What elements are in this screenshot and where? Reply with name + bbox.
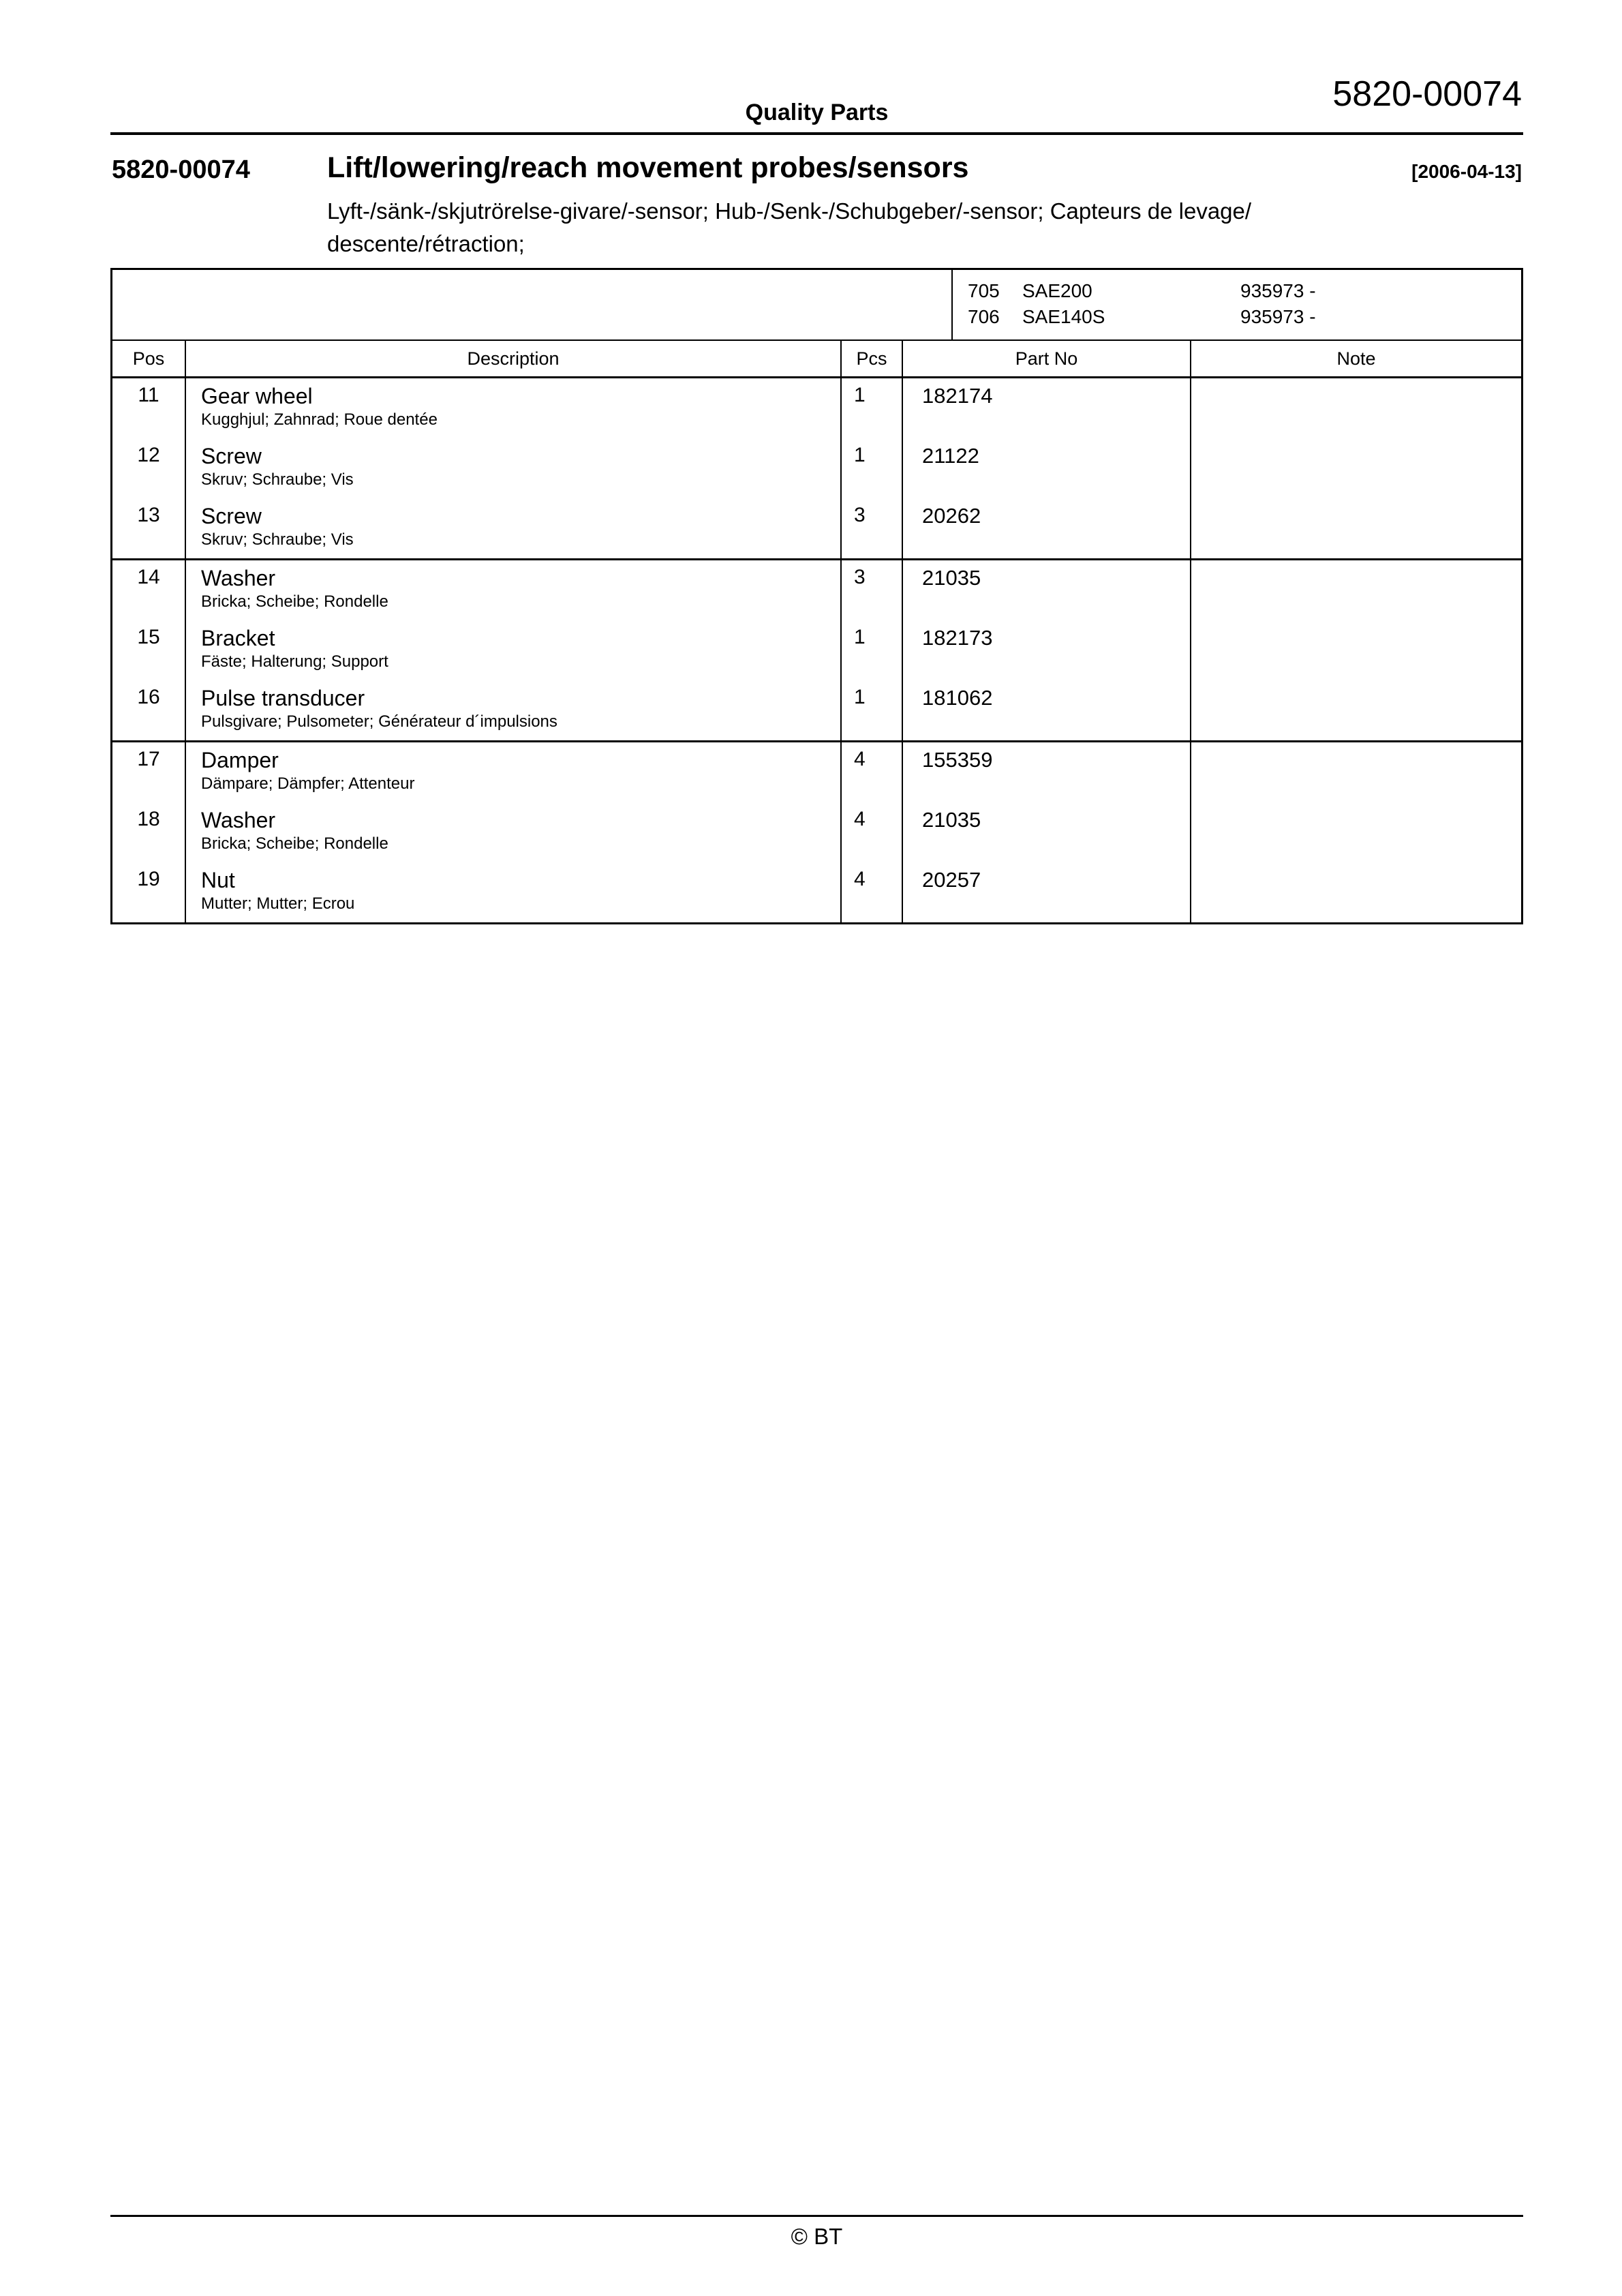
row-part-no: 181062 bbox=[903, 680, 1191, 740]
row-note bbox=[1191, 742, 1521, 802]
row-pcs: 3 bbox=[842, 560, 903, 620]
footer-copyright: © BT bbox=[791, 2224, 843, 2249]
subtitle-line-1: Lyft-/sänk-/skjutrörelse-givare/-sensor; Hub-/Senk-/Schubgeber/-sensor; Capteurs de levage/ bbox=[327, 198, 1252, 224]
description-translations: Pulsgivare; Pulsometer; Générateur d´impulsions bbox=[201, 712, 557, 731]
description-translations: Skruv; Schraube; Vis bbox=[201, 470, 354, 489]
row-note bbox=[1191, 498, 1521, 558]
description-translations: Skruv; Schraube; Vis bbox=[201, 530, 354, 549]
row-pos: 16 bbox=[112, 680, 186, 740]
row-part-no: 21035 bbox=[903, 802, 1191, 862]
row-description bbox=[186, 680, 842, 740]
row-pos: 18 bbox=[112, 802, 186, 862]
description-translations: Dämpare; Dämpfer; Attenteur bbox=[201, 774, 415, 793]
row-note bbox=[1191, 802, 1521, 862]
model-code: 706 bbox=[968, 306, 1000, 327]
row-note bbox=[1191, 620, 1521, 680]
description-main: Bracket bbox=[201, 626, 275, 650]
table-row bbox=[112, 378, 1521, 438]
row-part-no: 20262 bbox=[903, 498, 1191, 558]
description-main: Damper bbox=[201, 748, 279, 772]
row-description bbox=[186, 862, 842, 922]
row-pcs: 4 bbox=[842, 802, 903, 862]
row-note bbox=[1191, 560, 1521, 620]
description-translations: Kugghjul; Zahnrad; Roue dentée bbox=[201, 410, 438, 429]
row-pos: 15 bbox=[112, 620, 186, 680]
table-row bbox=[112, 862, 1521, 922]
header-rule bbox=[110, 132, 1523, 135]
description-translations: Mutter; Mutter; Ecrou bbox=[201, 894, 355, 913]
row-part-no: 20257 bbox=[903, 862, 1191, 922]
model-line bbox=[953, 278, 1521, 304]
model-box bbox=[953, 270, 1521, 339]
row-description bbox=[186, 560, 842, 620]
table-row bbox=[112, 620, 1521, 680]
brand-title: Quality Parts bbox=[745, 100, 889, 125]
header-pcs: Pcs bbox=[842, 341, 903, 376]
row-pcs: 4 bbox=[842, 742, 903, 802]
model-name: SAE140S bbox=[1022, 306, 1105, 327]
row-description bbox=[186, 802, 842, 862]
row-part-no: 21122 bbox=[903, 438, 1191, 498]
table-group bbox=[112, 558, 1521, 740]
table-row bbox=[112, 680, 1521, 740]
row-part-no: 155359 bbox=[903, 742, 1191, 802]
row-pcs: 4 bbox=[842, 862, 903, 922]
row-pos: 17 bbox=[112, 742, 186, 802]
description-translations: Bricka; Scheibe; Rondelle bbox=[201, 834, 388, 853]
row-description bbox=[186, 742, 842, 802]
header-pos: Pos bbox=[112, 341, 186, 376]
model-spacer bbox=[112, 270, 953, 339]
table-row bbox=[112, 560, 1521, 620]
row-description bbox=[186, 438, 842, 498]
row-note bbox=[1191, 438, 1521, 498]
row-note bbox=[1191, 680, 1521, 740]
row-pcs: 1 bbox=[842, 680, 903, 740]
page bbox=[110, 0, 1523, 2296]
row-description bbox=[186, 620, 842, 680]
header-doc-number: 5820-00074 bbox=[1332, 74, 1522, 114]
table-row bbox=[112, 802, 1521, 862]
model-line bbox=[953, 304, 1521, 330]
table-row bbox=[112, 498, 1521, 558]
revision-date: [2006-04-13] bbox=[1411, 161, 1522, 182]
row-pcs: 3 bbox=[842, 498, 903, 558]
table-row bbox=[112, 742, 1521, 802]
row-part-no: 21035 bbox=[903, 560, 1191, 620]
row-pos: 12 bbox=[112, 438, 186, 498]
description-main: Screw bbox=[201, 444, 262, 468]
subtitle-line-2: descente/rétraction; bbox=[327, 231, 525, 256]
table-group bbox=[112, 378, 1521, 558]
description-main: Washer bbox=[201, 808, 276, 832]
description-main: Gear wheel bbox=[201, 384, 313, 408]
model-serial: 935973 - bbox=[1240, 306, 1316, 327]
description-main: Washer bbox=[201, 566, 276, 590]
description-translations: Bricka; Scheibe; Rondelle bbox=[201, 592, 388, 611]
row-pos: 13 bbox=[112, 498, 186, 558]
row-description bbox=[186, 498, 842, 558]
parts-table bbox=[110, 268, 1523, 924]
table-header-row bbox=[112, 341, 1521, 378]
page-title: Lift/lowering/reach movement probes/sensors bbox=[327, 151, 969, 184]
description-main: Nut bbox=[201, 868, 235, 892]
footer-rule bbox=[110, 2215, 1523, 2217]
row-pcs: 1 bbox=[842, 438, 903, 498]
row-part-no: 182173 bbox=[903, 620, 1191, 680]
description-main: Screw bbox=[201, 504, 262, 528]
row-part-no: 182174 bbox=[903, 378, 1191, 438]
header-note: Note bbox=[1336, 348, 1376, 369]
header-part-no: Part No bbox=[903, 341, 1191, 376]
header-description: Description bbox=[186, 341, 842, 376]
row-pos: 14 bbox=[112, 560, 186, 620]
title-doc-number: 5820-00074 bbox=[112, 155, 250, 184]
page-subtitle bbox=[327, 195, 1251, 260]
table-row bbox=[112, 438, 1521, 498]
description-main: Pulse transducer bbox=[201, 686, 365, 710]
row-pos: 11 bbox=[112, 378, 186, 438]
row-note bbox=[1191, 862, 1521, 922]
description-translations: Fäste; Halterung; Support bbox=[201, 652, 388, 671]
table-group bbox=[112, 740, 1521, 922]
row-pcs: 1 bbox=[842, 620, 903, 680]
row-pos: 19 bbox=[112, 862, 186, 922]
model-name: SAE200 bbox=[1022, 280, 1092, 301]
title-row bbox=[110, 151, 1523, 192]
row-note bbox=[1191, 378, 1521, 438]
model-code: 705 bbox=[968, 280, 1000, 301]
model-row bbox=[112, 270, 1521, 341]
model-serial: 935973 - bbox=[1240, 280, 1316, 301]
row-pcs: 1 bbox=[842, 378, 903, 438]
row-description bbox=[186, 378, 842, 438]
